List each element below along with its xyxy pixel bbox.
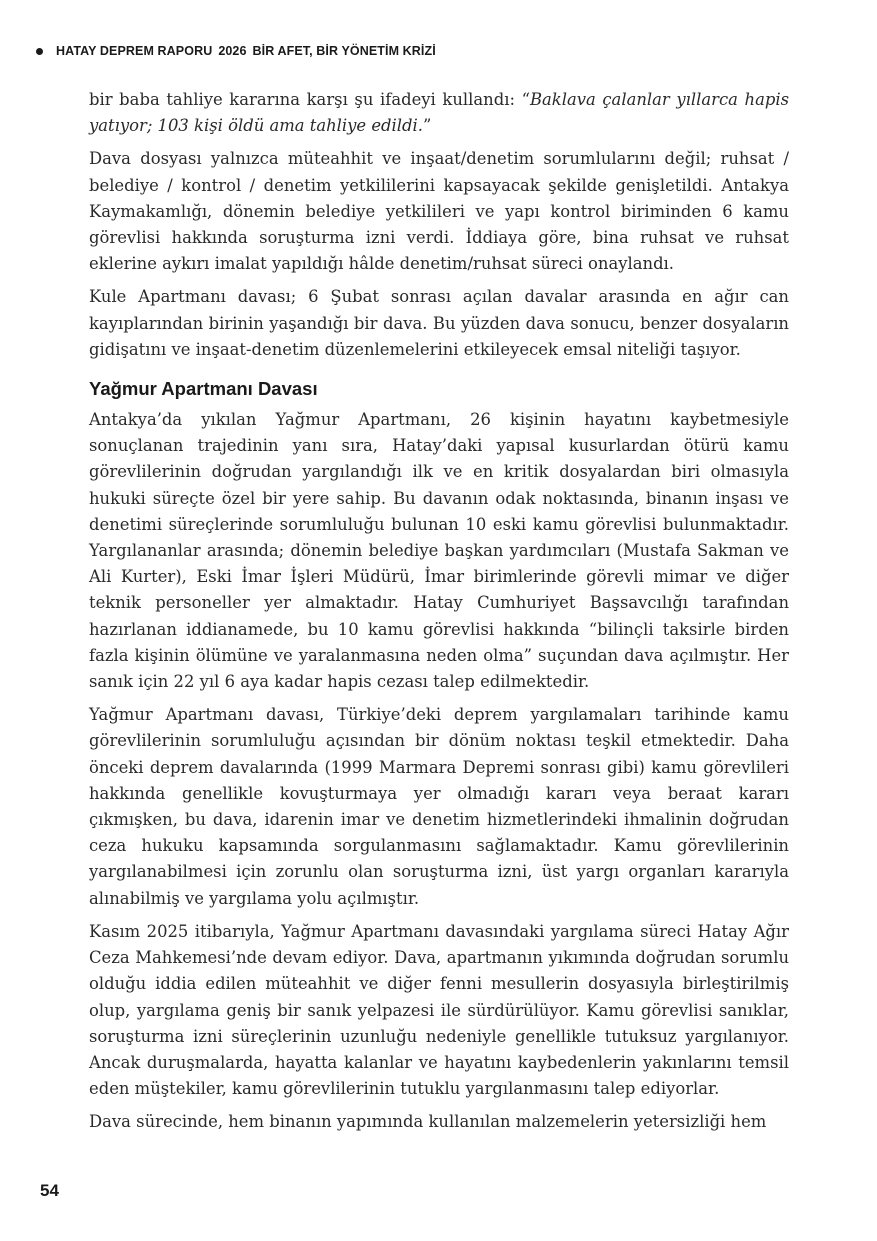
paragraph-text: bir baba tahliye kararına karşı şu ifadeyi kullandı: “ [89, 90, 530, 109]
report-year: 2026 [218, 44, 247, 58]
section-heading: Yağmur Apartmanı Davası [89, 378, 318, 400]
quote-close: ” [422, 116, 432, 136]
report-subtitle: BİR AFET, BİR YÖNETİM KRİZİ [252, 44, 436, 58]
running-header [36, 44, 436, 58]
quote-text: Baklava çalanlar yıllarca hapis yatıyor; 103 kişi öldü ama tahliye edildi. [89, 90, 789, 136]
paragraph: Kule Apartmanı davası; 6 Şubat sonrası açılan davalar arasında en ağır can kayıplarından birinin yaşandığı bir dava. Bu yüzden dava sonucu, benzer dosyaların gidişatını ve inşaat-denetim düzenlemelerini etkileyecek emsal niteliği taşıyor. [89, 287, 789, 359]
paragraph: Yağmur Apartmanı davası, Türkiye’deki deprem yargılamaları tarihinde kamu görevlilerinin sorumluluğu açısından bir dönüm noktası teşkil etmektedir. Daha önceki deprem davalarında (1999 Marmara Depremi sonrası gibi) kamu görevlileri hakkında genellikle kovuşturmaya yer olmadığı kararı veya beraat kararı çıkmışken, bu dava, idarenin imar ve denetim hizmetlerindeki ihmalinin doğrudan ceza hukuku kapsamında sorgulanmasını sağlamaktadır. Kamu görevlilerinin yargılanabilmesi için zorunlu olan soruşturma izni, üst yargı organları kararıyla alınabilmiş ve yargılama yolu açılmıştır. [89, 705, 789, 908]
report-title: HATAY DEPREM RAPORU [56, 44, 213, 58]
paragraph: Antakya’da yıkılan Yağmur Apartmanı, 26 kişinin hayatını kaybetmesiyle sonuçlanan trajedinin yanı sıra, Hatay’daki yapısal kusurlardan ötürü kamu görevlilerinin doğrudan yargılandığı ilk ve en kritik dosyalardan biri olmasıyla hukuki süreçte özel bir yere sahip. Bu davanın odak noktasında, binanın inşası ve denetimi süreçlerinde sorumluluğu bulunan 10 eski kamu görevlisi bulunmaktadır. Yargılananlar arasında; dönemin belediye başkan yardımcıları (Mustafa Sakman ve Ali Kurter), Eski İmar İşleri Müdürü, İmar birimlerinde görevli mimar ve diğer teknik personeller yer almaktadır. Hatay Cumhuriyet Başsavcılığı tarafından hazırlanan iddianamede, bu 10 kamu görevlisi hakkında “bilinçli taksirle birden fazla kişinin ölümüne ve yaralanmasına neden olma” suçundan dava açılmıştır. Her sanık için 22 yıl 6 aya kadar hapis cezası talep edilmektedir. [89, 410, 789, 692]
paragraph: Kasım 2025 itibarıyla, Yağmur Apartmanı davasındaki yargılama süreci Hatay Ağır Ceza Mahkemesi’nde devam ediyor. Dava, apartmanın yıkımında doğrudan sorumlu olduğu iddia edilen müteahhit ve diğer fenni mesullerin dosyasıyla birleştirilmiş olup, yargılama geniş bir sanık yelpazesi ile sürdürülüyor. Kamu görevlisi sanıklar, soruşturma izni süreçlerinin uzunluğu nedeniyle genellikle tutuksuz yargılanıyor. Ancak duruşmalarda, hayatta kalanlar ve hayatını kaybedenlerin yakınlarını temsil eden müştekiler, kamu görevlilerinin tutuklu yargılanmasını talep ediyorlar. [89, 921, 789, 1099]
paragraph [89, 87, 789, 139]
paragraph: Dava dosyası yalnızca müteahhit ve inşaat/denetim sorumlularını değil; ruhsat / belediye / kontrol / denetim yetkililerini kapsayacak şekilde genişletildi. Antakya Kaymakamlığı, dönemin belediye yetkilileri ve yapı kontrol biriminden 6 kamu görevlisi hakkında soruşturma izni verdi. İddiaya göre, bina ruhsat ve ruhsat eklerine aykırı imalat yapıldığı hâlde denetim/ruhsat süreci onaylandı. [89, 149, 789, 274]
page-body [89, 87, 789, 1143]
bullet-dot-icon [36, 48, 43, 55]
page-number: 54 [40, 1181, 59, 1200]
paragraph: Dava sürecinde, hem binanın yapımında kullanılan malzemelerin yetersizliği hem [89, 1112, 767, 1132]
